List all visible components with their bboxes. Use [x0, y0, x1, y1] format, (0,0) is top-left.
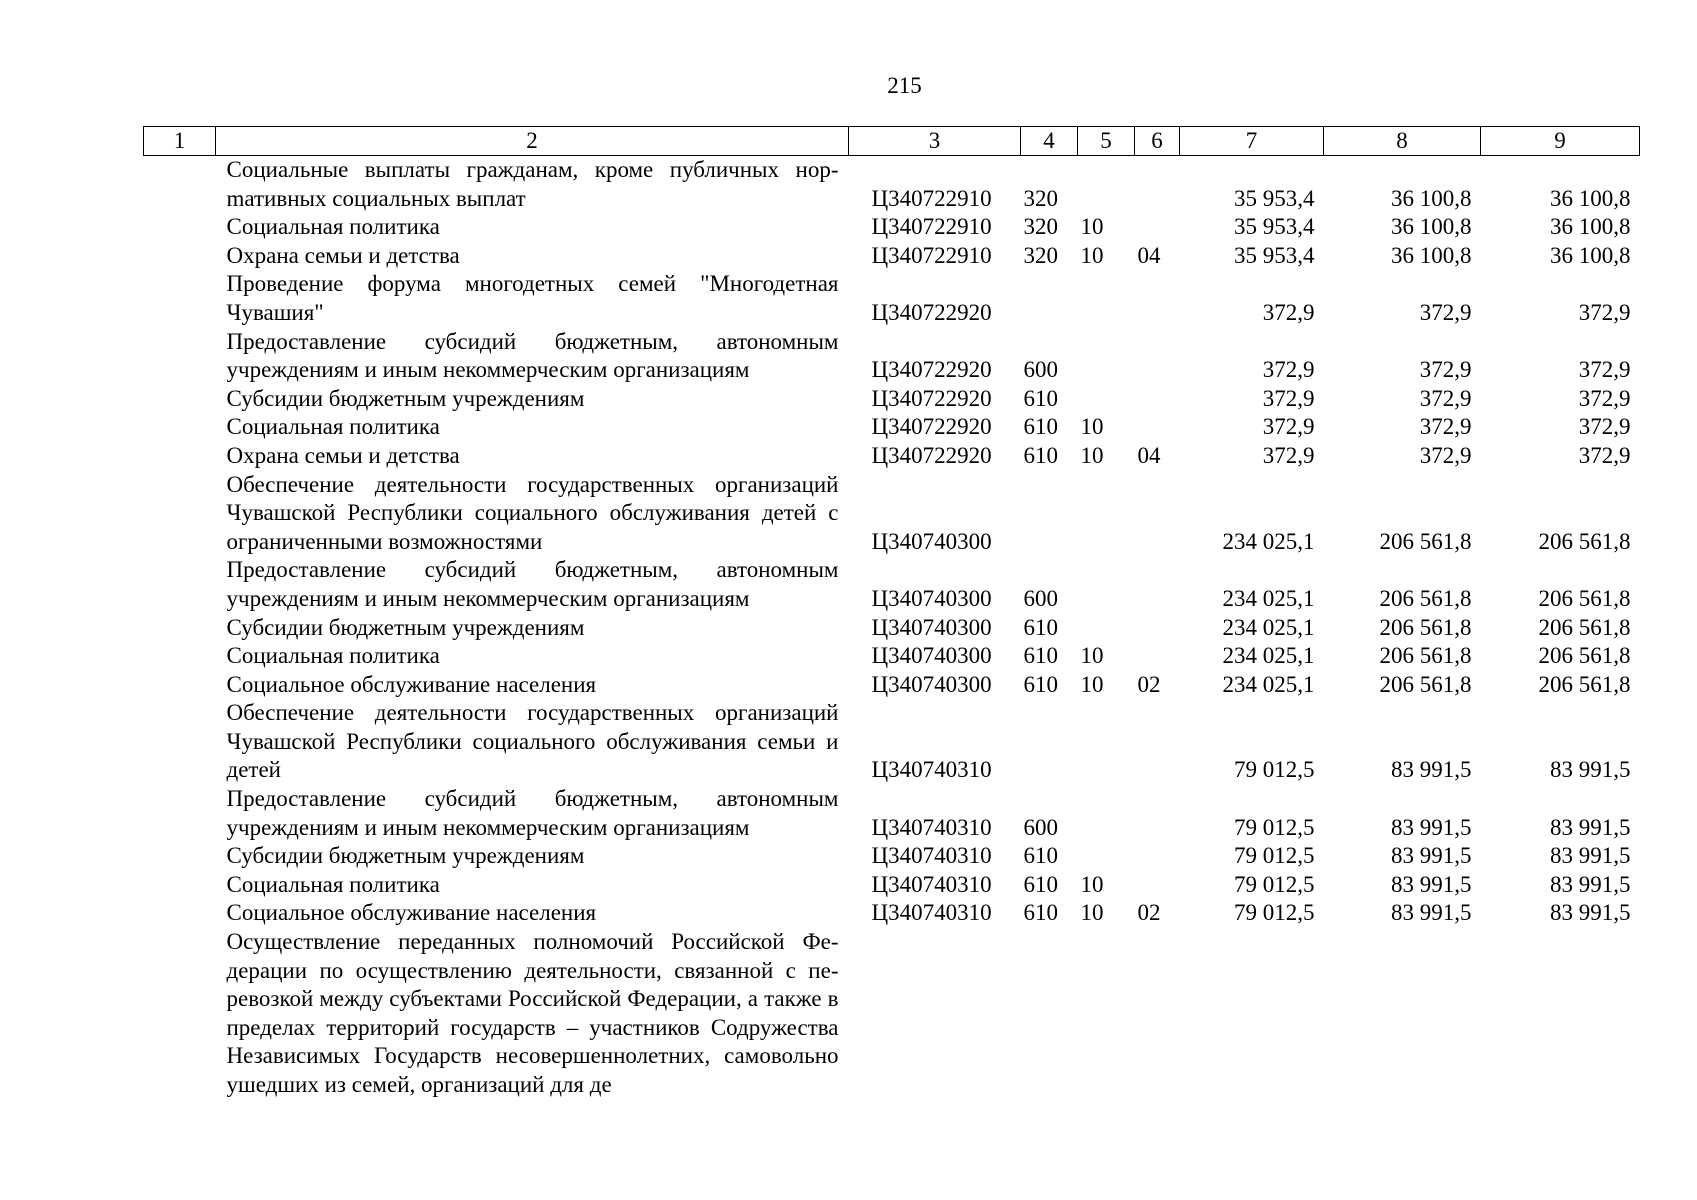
section-code [1078, 328, 1135, 385]
cell-col1 [144, 413, 216, 442]
amount-col9: 206 561,8 [1538, 585, 1631, 611]
row-description: Социальная политика [226, 414, 440, 440]
amount-col7: 79 012,5 [1234, 900, 1315, 926]
amount-col8: 372,9 [1419, 442, 1472, 468]
row-description: Субсидии бюджетным учреждениям [226, 843, 585, 869]
amount-col8: 36 100,8 [1391, 185, 1472, 211]
amount-col9: 372,9 [1578, 385, 1631, 411]
amount-col9: 206 561,8 [1538, 528, 1631, 554]
expense-type-code: 610 [1023, 843, 1058, 869]
subsection-code [1135, 156, 1180, 214]
subsection-code [1135, 270, 1180, 327]
section-code [1078, 556, 1135, 613]
amount-col8: 372,9 [1419, 357, 1472, 383]
amount-col7 [1180, 928, 1324, 1100]
subsection-code [1135, 385, 1180, 414]
expense-type-code [1021, 699, 1078, 785]
target-article-code: Ц340740300 [871, 585, 992, 611]
amount-col8: 206 561,8 [1379, 528, 1472, 554]
amount-col9: 206 561,8 [1538, 643, 1631, 669]
amount-col8: 372,9 [1419, 299, 1472, 325]
table-row [144, 928, 1640, 1100]
amount-col8: 36 100,8 [1391, 214, 1472, 240]
row-description: Субсидии бюджетным учреждениям [226, 385, 585, 411]
header-cell-2: 2 [216, 127, 849, 156]
cell-col1 [144, 328, 216, 385]
target-article-code: Ц340722920 [871, 357, 992, 383]
row-description: Социальное обслуживание населения [226, 900, 597, 926]
expense-type-code: 600 [1023, 357, 1058, 383]
expense-type-code: 600 [1023, 814, 1058, 840]
row-description: Социальное обслуживание населения [226, 671, 597, 697]
target-article-code: Ц340740310 [871, 871, 992, 897]
section-code: 10 [1080, 643, 1104, 669]
row-description: Проведение форума многодетных семей "Многодетная Чувашия" [226, 271, 839, 325]
subsection-code [1135, 842, 1180, 871]
amount-col8: 36 100,8 [1391, 242, 1472, 268]
header-cell-7: 7 [1180, 127, 1324, 156]
section-code: 10 [1080, 242, 1104, 268]
subsection-code [1135, 614, 1180, 643]
amount-col8: 206 561,8 [1379, 614, 1472, 640]
row-description: Охрана семьи и детства [226, 442, 460, 468]
table-row [144, 842, 1640, 871]
amount-col9: 36 100,8 [1550, 214, 1631, 240]
budget-table [143, 126, 1640, 1100]
amount-col7: 234 025,1 [1222, 614, 1315, 640]
cell-col1 [144, 242, 216, 271]
table-row [144, 156, 1640, 214]
amount-col9: 372,9 [1578, 414, 1631, 440]
header-cell-3: 3 [849, 127, 1021, 156]
subsection-code [1135, 699, 1180, 785]
amount-col7: 372,9 [1262, 442, 1315, 468]
table-header [144, 127, 1640, 156]
amount-col7: 35 953,4 [1234, 214, 1315, 240]
section-code [1078, 928, 1135, 1100]
cell-col1 [144, 471, 216, 557]
header-cell-1: 1 [144, 127, 216, 156]
cell-col1 [144, 785, 216, 842]
target-article-code: Ц340722920 [871, 442, 992, 468]
subsection-code [1135, 785, 1180, 842]
row-description: Предоставление субсидий бюджетным, автономным учреждениям и иным некоммерческим организациям [226, 557, 839, 611]
amount-col8: 83 991,5 [1391, 814, 1472, 840]
table-body [144, 156, 1640, 1100]
table-row [144, 442, 1640, 471]
cell-col1 [144, 442, 216, 471]
cell-col1 [144, 671, 216, 700]
expense-type-code: 610 [1023, 643, 1058, 669]
cell-col1 [144, 156, 216, 214]
target-article-code: Ц340740300 [871, 643, 992, 669]
target-article-code: Ц340740300 [871, 671, 992, 697]
amount-col7: 35 953,4 [1234, 185, 1315, 211]
amount-col8: 206 561,8 [1379, 671, 1472, 697]
amount-col7: 79 012,5 [1234, 871, 1315, 897]
section-code: 10 [1080, 900, 1104, 926]
amount-col9 [1481, 928, 1640, 1100]
table-row [144, 614, 1640, 643]
amount-col9: 372,9 [1578, 357, 1631, 383]
amount-col9: 206 561,8 [1538, 671, 1631, 697]
expense-type-code: 610 [1023, 614, 1058, 640]
row-description: Предоставление субсидий бюджетным, автономным учреждениям и иным некоммерческим организациям [226, 786, 839, 840]
amount-col7: 372,9 [1262, 414, 1315, 440]
cell-col1 [144, 842, 216, 871]
section-code [1078, 471, 1135, 557]
amount-col7: 234 025,1 [1222, 643, 1315, 669]
page-number: 215 [887, 73, 922, 98]
row-description: Предоставление субсидий бюджетным, автономным учреждениям и иным некоммерческим организациям [226, 328, 839, 383]
header-cell-8: 8 [1324, 127, 1481, 156]
section-code [1078, 699, 1135, 785]
expense-type-code: 320 [1023, 185, 1058, 211]
row-description: Социальная политика [226, 643, 440, 669]
cell-col1 [144, 385, 216, 414]
amount-col9: 83 991,5 [1550, 757, 1631, 783]
row-description: Социальная политика [226, 214, 440, 240]
subsection-code: 04 [1137, 242, 1161, 268]
amount-col7: 372,9 [1262, 299, 1315, 325]
amount-col7: 372,9 [1262, 385, 1315, 411]
subsection-code: 02 [1137, 671, 1161, 697]
expense-type-code: 610 [1023, 442, 1058, 468]
amount-col7: 234 025,1 [1222, 585, 1315, 611]
table-row [144, 642, 1640, 671]
table-row [144, 328, 1640, 385]
section-code: 10 [1080, 414, 1104, 440]
expense-type-code: 610 [1023, 871, 1058, 897]
target-article-code: Ц340722920 [871, 299, 992, 325]
cell-col1 [144, 556, 216, 613]
expense-type-code: 320 [1023, 214, 1058, 240]
table-row [144, 471, 1640, 557]
subsection-code [1135, 556, 1180, 613]
table-row [144, 270, 1640, 327]
table-row [144, 699, 1640, 785]
header-cell-4: 4 [1021, 127, 1078, 156]
row-description: Социальные выплаты гражданам, кроме публичных норmативных социальных выплат [226, 157, 839, 211]
target-article-code: Ц340740310 [871, 814, 992, 840]
amount-col7: 35 953,4 [1234, 242, 1315, 268]
table-row [144, 785, 1640, 842]
amount-col7: 79 012,5 [1234, 814, 1315, 840]
target-article-code: Ц340722910 [871, 242, 992, 268]
section-code [1078, 270, 1135, 327]
row-description: Охрана семьи и детства [226, 242, 460, 268]
cell-col1 [144, 213, 216, 242]
expense-type-code: 610 [1023, 385, 1058, 411]
amount-col8: 83 991,5 [1391, 843, 1472, 869]
subsection-code [1135, 642, 1180, 671]
expense-type-code [1021, 928, 1078, 1100]
target-article-code [849, 928, 1021, 1100]
amount-col9: 83 991,5 [1550, 871, 1631, 897]
amount-col8: 372,9 [1419, 385, 1472, 411]
amount-col8: 206 561,8 [1379, 585, 1472, 611]
section-code [1078, 785, 1135, 842]
table-row [144, 413, 1640, 442]
amount-col7: 234 025,1 [1222, 528, 1315, 554]
table-row [144, 242, 1640, 271]
amount-col9: 36 100,8 [1550, 185, 1631, 211]
subsection-code [1135, 328, 1180, 385]
subsection-code: 04 [1137, 442, 1161, 468]
target-article-code: Ц340722910 [871, 214, 992, 240]
cell-col1 [144, 899, 216, 928]
section-code [1078, 385, 1135, 414]
subsection-code [1135, 471, 1180, 557]
cell-col1 [144, 871, 216, 900]
subsection-code [1135, 871, 1180, 900]
expense-type-code: 610 [1023, 414, 1058, 440]
section-code [1078, 156, 1135, 214]
expense-type-code: 600 [1023, 585, 1058, 611]
amount-col8: 206 561,8 [1379, 643, 1472, 669]
target-article-code: Ц340722920 [871, 385, 992, 411]
amount-col7: 234 025,1 [1222, 671, 1315, 697]
table-row [144, 213, 1640, 242]
target-article-code: Ц340740310 [871, 757, 992, 783]
section-code [1078, 842, 1135, 871]
subsection-code [1135, 413, 1180, 442]
amount-col8: 83 991,5 [1391, 757, 1472, 783]
row-description: Осуществление переданных полномочий Российской Федерации по осуществлению деятельности, связанной с перевозкой между субъектами Российской Федерации, а также в пределах территорий государств – участников Содружества Независимых Государств несовершеннолетних, самовольно ушедших из семей, организаций для де [226, 929, 839, 1097]
section-code: 10 [1080, 871, 1104, 897]
row-description: Обеспечение деятельности государственных организаций Чувашской Республики социального обслуживания детей с ограниченными возможностями [226, 471, 839, 554]
amount-col9: 372,9 [1578, 299, 1631, 325]
header-row [144, 127, 1640, 156]
cell-col1 [144, 928, 216, 1100]
target-article-code: Ц340740300 [871, 614, 992, 640]
amount-col8: 372,9 [1419, 414, 1472, 440]
amount-col9: 36 100,8 [1550, 242, 1631, 268]
table-row [144, 671, 1640, 700]
subsection-code [1135, 928, 1180, 1100]
section-code: 10 [1080, 442, 1104, 468]
table-row [144, 385, 1640, 414]
subsection-code [1135, 213, 1180, 242]
amount-col8: 83 991,5 [1391, 900, 1472, 926]
amount-col8 [1324, 928, 1481, 1100]
amount-col9: 83 991,5 [1550, 900, 1631, 926]
amount-col8: 83 991,5 [1391, 871, 1472, 897]
cell-col1 [144, 642, 216, 671]
target-article-code: Ц340722910 [871, 185, 992, 211]
expense-type-code: 610 [1023, 671, 1058, 697]
row-description: Обеспечение деятельности государственных организаций Чувашской Республики социального обслуживания семьи и детей [226, 700, 839, 783]
row-description: Субсидии бюджетным учреждениям [226, 614, 585, 640]
target-article-code: Ц340740300 [871, 528, 992, 554]
amount-col9: 372,9 [1578, 442, 1631, 468]
expense-type-code: 610 [1023, 900, 1058, 926]
expense-type-code [1021, 471, 1078, 557]
cell-col1 [144, 699, 216, 785]
expense-type-code [1021, 270, 1078, 327]
target-article-code: Ц340740310 [871, 843, 992, 869]
row-description: Социальная политика [226, 871, 440, 897]
subsection-code: 02 [1137, 900, 1161, 926]
target-article-code: Ц340740310 [871, 900, 992, 926]
amount-col7: 372,9 [1262, 357, 1315, 383]
section-code: 10 [1080, 671, 1104, 697]
expense-type-code: 320 [1023, 242, 1058, 268]
amount-col9: 206 561,8 [1538, 614, 1631, 640]
section-code [1078, 614, 1135, 643]
amount-col9: 83 991,5 [1550, 843, 1631, 869]
amount-col7: 79 012,5 [1234, 757, 1315, 783]
header-cell-5: 5 [1078, 127, 1135, 156]
amount-col7: 79 012,5 [1234, 843, 1315, 869]
target-article-code: Ц340722920 [871, 414, 992, 440]
header-cell-6: 6 [1135, 127, 1180, 156]
cell-col1 [144, 614, 216, 643]
cell-col1 [144, 270, 216, 327]
table-row [144, 899, 1640, 928]
header-cell-9: 9 [1481, 127, 1640, 156]
section-code: 10 [1080, 214, 1104, 240]
table-row [144, 556, 1640, 613]
table-row [144, 871, 1640, 900]
amount-col9: 83 991,5 [1550, 814, 1631, 840]
